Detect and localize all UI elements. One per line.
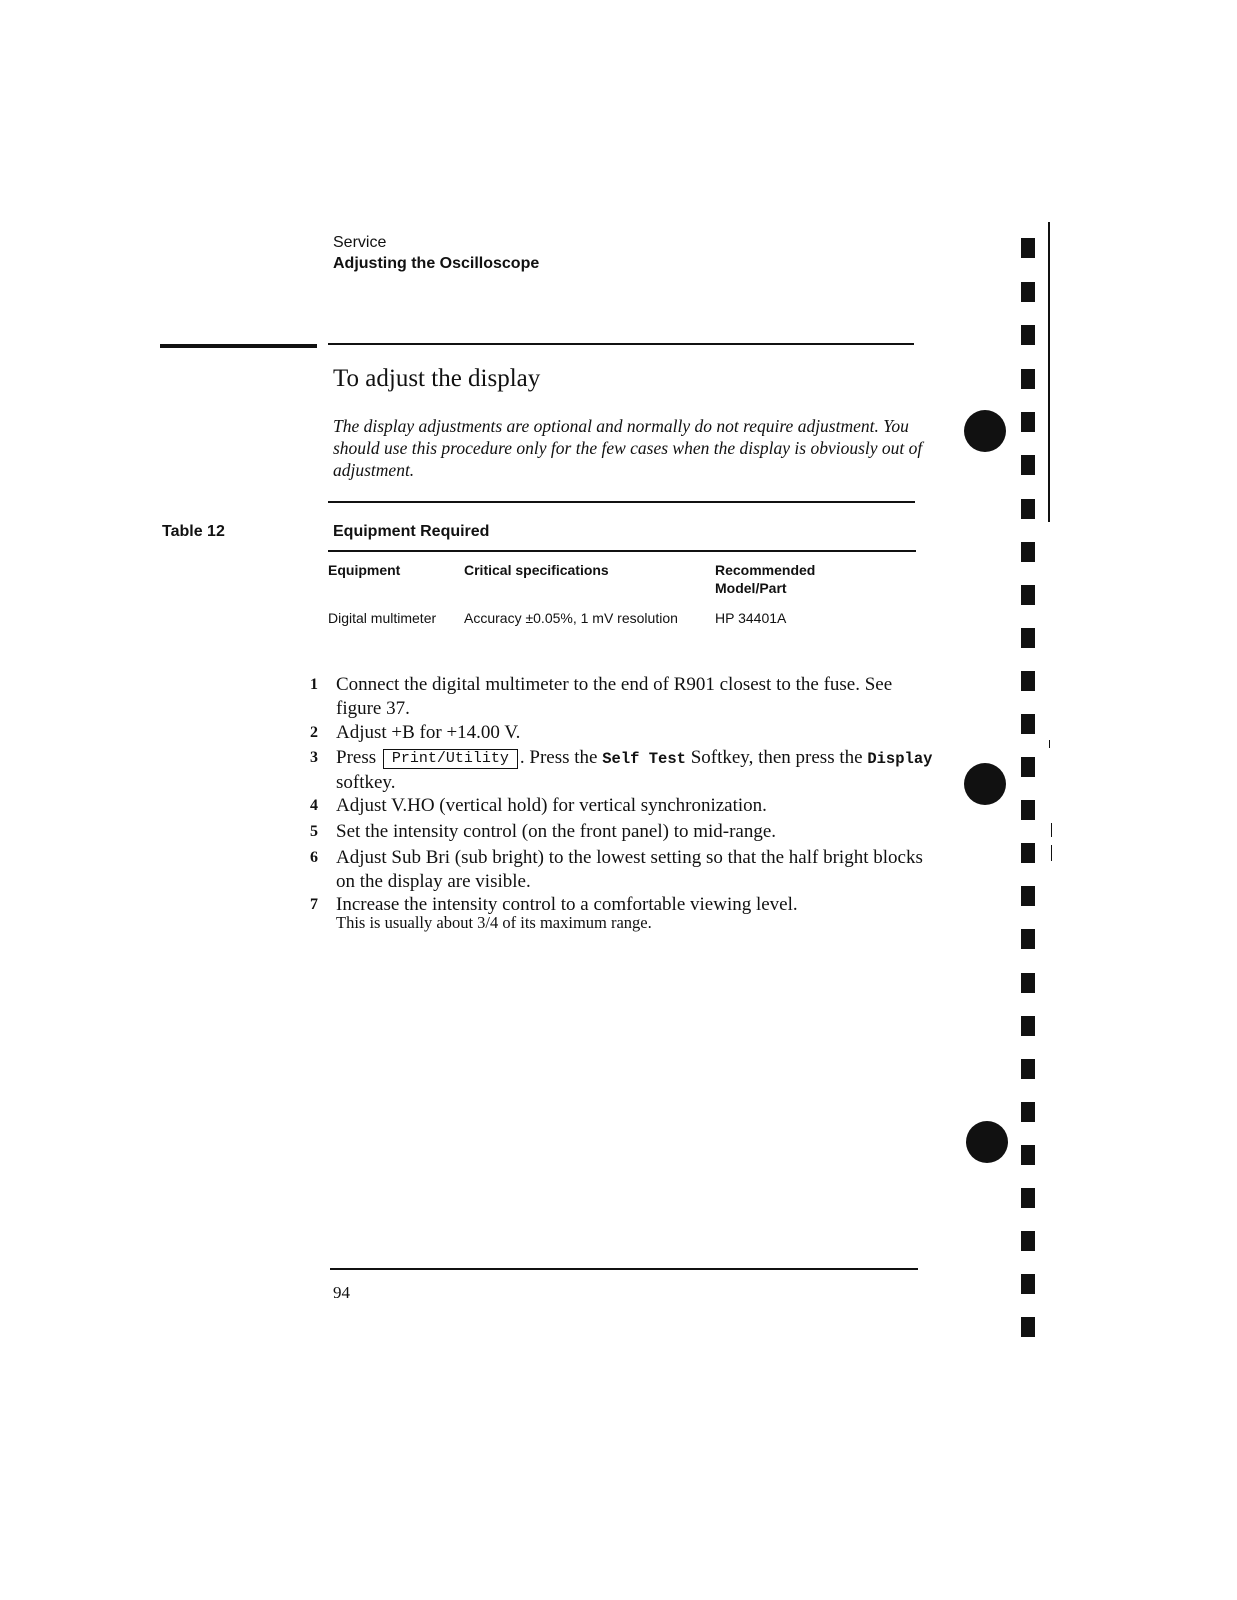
tab-mark — [1021, 1188, 1035, 1208]
tab-mark — [1021, 1274, 1035, 1294]
intro-paragraph: The display adjustments are optional and normally do not require adjustment. You should use this procedure only for the few cases when the display is obviously out of adjustment. — [333, 416, 923, 480]
step-text-prefix: Press — [336, 747, 377, 768]
tab-mark — [1021, 1145, 1035, 1165]
margin-change-bar — [1051, 845, 1052, 861]
tab-mark — [1021, 325, 1035, 345]
tab-mark — [1021, 973, 1035, 993]
step-text: Adjust V.HO (vertical hold) for vertical synchronization. — [336, 795, 767, 816]
header-chapter-title: Adjusting the Oscilloscope — [333, 255, 540, 272]
tab-mark — [1021, 1102, 1035, 1122]
header-section-label: Service — [333, 234, 387, 251]
display-softkey: Display — [867, 750, 933, 768]
step-text: Adjust Sub Bri (sub bright) to the lowest setting so that the half bright blocks on the display are visible. — [336, 847, 923, 892]
tab-mark — [1021, 282, 1035, 302]
margin-change-bar — [1049, 740, 1050, 748]
table-title: Equipment Required — [333, 523, 490, 540]
tab-mark — [1021, 628, 1035, 648]
section-divider — [328, 343, 914, 345]
self-test-softkey: Self Test — [602, 750, 686, 768]
binder-hole-icon — [966, 1121, 1008, 1163]
margin-change-bar — [1048, 222, 1050, 522]
tab-mark — [1021, 542, 1035, 562]
tab-mark — [1021, 1059, 1035, 1079]
step-text: Connect the digital multimeter to the end of R901 closest to the fuse. See figure 37. — [336, 674, 893, 719]
tab-mark — [1021, 929, 1035, 949]
section-divider-left — [160, 344, 317, 348]
step-number: 4 — [310, 797, 318, 814]
tab-mark — [1021, 1231, 1035, 1251]
tab-mark — [1021, 412, 1035, 432]
tab-mark — [1021, 1016, 1035, 1036]
step-number: 1 — [310, 676, 318, 693]
tab-mark — [1021, 800, 1035, 820]
footer-rule — [330, 1268, 918, 1270]
step-text: Increase the intensity control to a comfortable viewing level. — [336, 894, 798, 915]
print-utility-key: Print/Utility — [383, 749, 518, 769]
running-header — [333, 232, 539, 274]
step-number: 5 — [310, 823, 318, 840]
table-header-rule — [328, 550, 916, 552]
tab-mark — [1021, 714, 1035, 734]
step-text — [336, 746, 936, 795]
tab-mark — [1021, 757, 1035, 777]
step-number: 7 — [310, 896, 318, 913]
tab-mark — [1021, 843, 1035, 863]
margin-change-bar — [1051, 823, 1052, 837]
tab-mark — [1021, 455, 1035, 475]
step-text: Adjust +B for +14.00 V. — [336, 722, 521, 743]
step-text: Set the intensity control (on the front panel) to mid-range. — [336, 821, 777, 842]
table-label: Table 12 — [162, 523, 225, 540]
page-number: 94 — [333, 1283, 350, 1302]
section-title: To adjust the display — [333, 365, 541, 392]
tab-mark — [1021, 238, 1035, 258]
table-top-rule — [328, 501, 915, 503]
step-number: 3 — [310, 749, 318, 766]
tab-mark — [1021, 1317, 1035, 1337]
step-text-middle: . Press the — [519, 747, 598, 768]
step-text-middle2: Softkey, then press the — [690, 747, 863, 768]
table-cell-specs: Accuracy ±0.05%, 1 mV resolution — [464, 610, 678, 626]
tab-mark — [1021, 585, 1035, 605]
table-cell-equipment: Digital multimeter — [328, 610, 437, 626]
step-note: This is usually about 3/4 of its maximum range. — [336, 913, 652, 932]
column-header-specs: Critical specifications — [464, 562, 609, 578]
step-number: 6 — [310, 849, 318, 866]
column-header-equipment: Equipment — [328, 562, 401, 578]
column-header-model: Recommended Model/Part — [715, 562, 816, 596]
step-text-suffix: softkey. — [336, 772, 396, 793]
tab-mark — [1021, 671, 1035, 691]
step-number: 2 — [310, 724, 318, 741]
table-cell-model: HP 34401A — [715, 610, 787, 626]
tab-mark — [1021, 369, 1035, 389]
binder-hole-icon — [964, 763, 1006, 805]
tab-mark — [1021, 499, 1035, 519]
tab-mark — [1021, 886, 1035, 906]
binder-hole-icon — [964, 410, 1006, 452]
